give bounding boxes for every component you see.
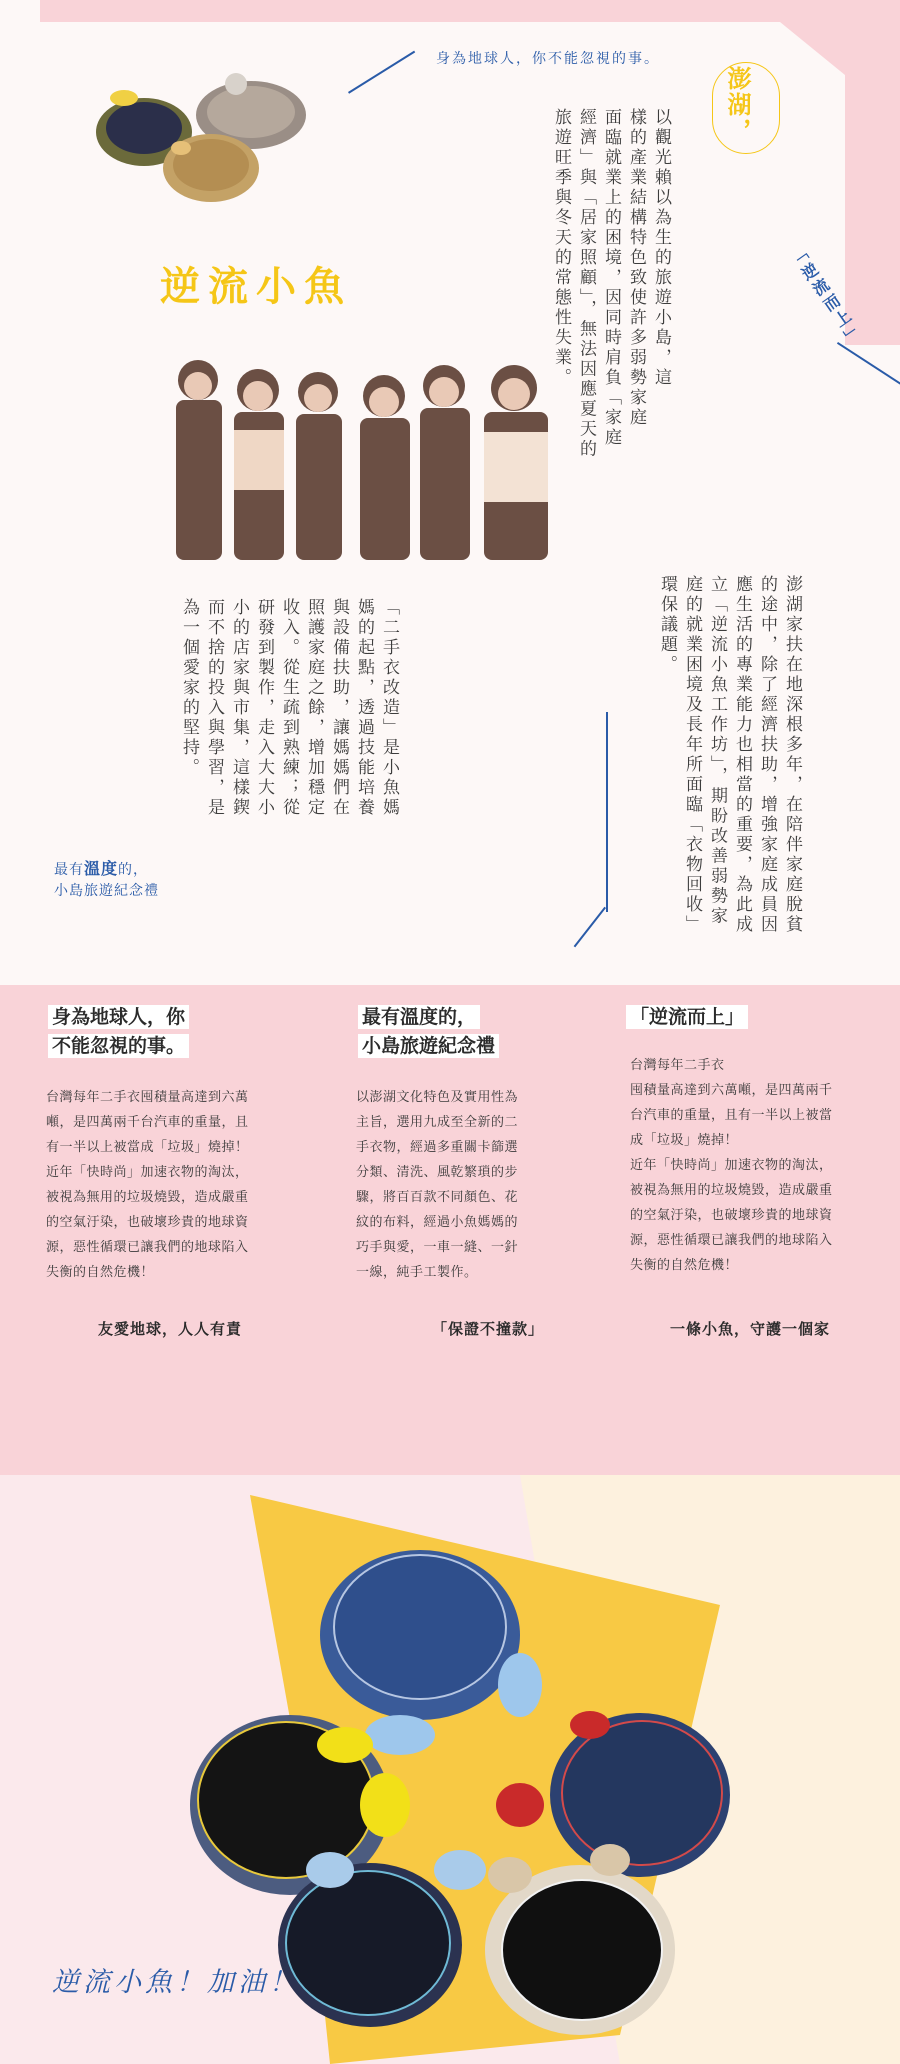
column-title: [358, 1003, 499, 1061]
column-footer: 友愛地球，人人有責: [98, 1320, 243, 1338]
mission-line: 環保議題。: [657, 575, 677, 675]
mission-line: 澎湖家扶在地深根多年，在陪伴家庭脫貧: [782, 575, 802, 935]
mothers-line: 小的店家與市集，這樣鍥: [229, 598, 249, 818]
brand-title: 逆流小魚: [160, 263, 352, 310]
body-line: 台灣每年二手衣: [630, 1058, 725, 1073]
body-line: 一線，純手工製作。: [356, 1265, 478, 1280]
mothers-line: 媽的起點，透過技能培養: [354, 598, 374, 818]
body-line: 失衡的自然危機！: [46, 1265, 155, 1280]
slogan: 逆流小魚！加油！: [52, 1967, 300, 1998]
divider-line: [606, 712, 608, 912]
intro-line: 旅遊旺季與冬天的常態性失業。: [551, 108, 571, 388]
mission-line: 應生活的專業能力也相當的重要，為此成: [732, 575, 752, 935]
body-line: 近年「快時尚」加速衣物的淘汰，: [630, 1158, 833, 1173]
intro-line: 樣的產業結構特色致使許多弱勢家庭: [626, 108, 646, 428]
body-line: 手衣物，經過多重關卡篩選: [356, 1140, 519, 1155]
body-line: 台灣每年二手衣囤積量高達到六萬: [46, 1090, 249, 1105]
body-line: 台汽車的重量，且有一半以上被當: [630, 1108, 833, 1123]
caption-prefix: 最有: [54, 862, 84, 878]
body-line: 噸，是四萬兩千台汽車的重量，且: [46, 1115, 249, 1130]
body-line: 源，惡性循環已讓我們的地球陷入: [630, 1233, 833, 1248]
body-line: 失衡的自然危機！: [630, 1258, 739, 1273]
product-hero: [0, 1475, 900, 2064]
body-line: 以澎湖文化特色及實用性為: [356, 1090, 519, 1105]
mothers-paragraph: [176, 598, 401, 898]
column-title: [48, 1003, 189, 1061]
column-title-line: 不能忽視的事。: [48, 1034, 189, 1058]
caption-emphasis: 溫度: [84, 859, 119, 878]
body-line: 的空氣汙染，也破壞珍貴的地球資: [46, 1215, 249, 1230]
column-body: [46, 1085, 296, 1285]
column-title-line: 小島旅遊紀念禮: [358, 1034, 499, 1058]
top-pink-band: [40, 0, 900, 22]
intro-line: 以觀光賴以為生的旅遊小島，這: [651, 108, 671, 388]
mothers-line: 「二手衣改造」是小魚媽: [379, 598, 399, 818]
body-line: 主旨，選用九成至全新的二: [356, 1115, 519, 1130]
body-line: 源，惡性循環已讓我們的地球陷入: [46, 1240, 249, 1255]
body-line: 近年「快時尚」加速衣物的淘汰，: [46, 1165, 249, 1180]
side-label: 「逆流而上」: [785, 244, 867, 349]
tagline: 身為地球人，你不能忽視的事。: [436, 51, 660, 67]
column-footer: 「保證不撞款」: [432, 1320, 545, 1338]
column-title: [626, 1003, 748, 1032]
story-section: [0, 0, 900, 985]
mission-line: 的途中，除了經濟扶助，增強家庭成員因: [757, 575, 777, 935]
mothers-line: 而不捨的投入與學習，是: [204, 598, 224, 818]
badge-text: 澎湖，: [723, 66, 751, 144]
body-line: 驟，將百百款不同顏色、花: [356, 1190, 519, 1205]
mission-line: 庭的就業困境及長年所面臨「衣物回收」: [682, 575, 702, 935]
column-body: [356, 1085, 576, 1285]
column-footer: 一條小魚，守護一個家: [670, 1320, 831, 1338]
caption-line2: 小島旅遊紀念禮: [54, 883, 159, 899]
intro-line: 面臨就業上的困境，因同時肩負「家庭: [601, 108, 621, 448]
intro-line: 經濟」與「居家照顧」，無法因應夏天的: [576, 108, 596, 460]
body-line: 有一半以上被當成「垃圾」燒掉！: [46, 1140, 249, 1155]
souvenir-caption: [54, 858, 159, 902]
column-body: [630, 1053, 880, 1278]
mothers-line: 收入。從生疏到熟練；從: [279, 598, 299, 818]
column-title-line: 「逆流而上」: [626, 1005, 748, 1029]
info-columns: [0, 985, 900, 1475]
right-pink-shape: [780, 0, 900, 345]
mothers-line: 為一個愛家的堅持。: [179, 598, 199, 778]
body-line: 的空氣汙染，也破壞珍貴的地球資: [630, 1208, 833, 1223]
column-title-line: 身為地球人，你: [48, 1005, 189, 1029]
divider-line: [837, 342, 900, 386]
body-line: 囤積量高達到六萬噸，是四萬兩千: [630, 1083, 833, 1098]
turtle-product-photo: [86, 70, 326, 220]
divider-line: [348, 51, 415, 94]
divider-line: [574, 907, 606, 947]
intro-paragraph: [548, 108, 673, 468]
body-line: 被視為無用的垃圾燒毀，造成嚴重: [630, 1183, 833, 1198]
body-line: 分類、清洗、風乾繁瑣的步: [356, 1165, 519, 1180]
mission-line: 立「逆流小魚工作坊」，期盼改善弱勢家: [707, 575, 727, 927]
body-line: 成「垃圾」燒掉！: [630, 1133, 739, 1148]
body-line: 巧手與愛，一車一縫、一針: [356, 1240, 519, 1255]
body-line: 紋的布料，經過小魚媽媽的: [356, 1215, 519, 1230]
team-photo: [168, 350, 576, 560]
mothers-line: 與設備扶助，讓媽媽們在: [329, 598, 349, 818]
mission-paragraph: [654, 575, 804, 935]
mothers-line: 照護家庭之餘，增加穩定: [304, 598, 324, 818]
caption-suffix: 的，: [118, 862, 149, 878]
mothers-line: 研發到製作，走入大大小: [254, 598, 274, 818]
body-line: 被視為無用的垃圾燒毀，造成嚴重: [46, 1190, 249, 1205]
column-title-line: 最有溫度的，: [358, 1005, 480, 1029]
